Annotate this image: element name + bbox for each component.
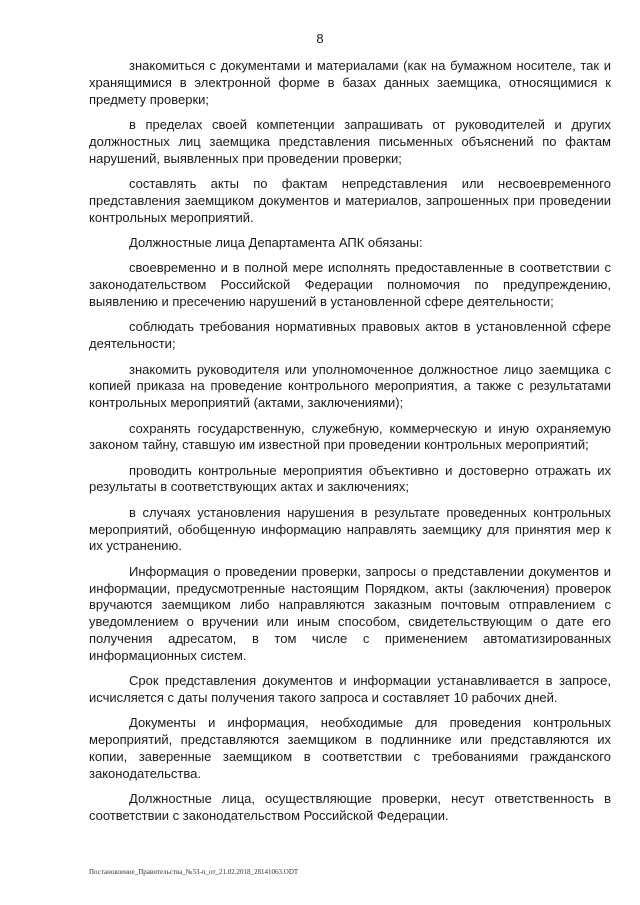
paragraph: знакомить руководителя или уполномоченное должностное лицо заемщика с копией приказа на проведение контрольного мероприятия, а также с результатами контрольных мероприятий (актами, заключениями);	[89, 361, 611, 411]
paragraph: Информация о проведении проверки, запросы о представлении документов и информации, предусмотренные настоящим Порядком, акты (заключения) проверок вручаются заемщиком либо направляются заказным почтовым отправлением с уведомлением о вручении или иным способом, свидетельствующим о дате его получения адресатом, в том числе с применением автоматизированных информационных систем.	[89, 563, 611, 663]
paragraph: проводить контрольные мероприятия объективно и достоверно отражать их результаты в соответствующих актах и заключениях;	[89, 462, 611, 495]
paragraph: Документы и информация, необходимые для проведения контрольных мероприятий, представляются заемщиком в подлиннике или представляются их копии, заверенные заемщиком в соответствии с требованиями гражданского законодательства.	[89, 715, 611, 781]
paragraph: сохранять государственную, служебную, коммерческую и иную охраняемую законом тайну, ставшую им известной при проведении контрольных мероприятий;	[89, 420, 611, 453]
paragraph: своевременно и в полной мере исполнять предоставленные в соответствии с законодательством Российской Федерации полномочия по предупреждению, выявлению и пресечению нарушений в установленной сфере деятельности;	[89, 260, 611, 309]
document-body	[89, 58, 611, 833]
paragraph: составлять акты по фактам непредставления или несвоевременного представления заемщиком документов и материалов, запрошенных при проведении контрольных мероприятий.	[89, 175, 611, 225]
paragraph: в случаях установления нарушения в результате проведенных контрольных мероприятий, обобщенную информацию направлять заемщику для принятия мер к их устранению.	[89, 504, 611, 554]
document-footer: Постановление_Правительства_№53-п_от_21.02.2018_28141063.ODT	[89, 868, 299, 876]
paragraph: в пределах своей компетенции запрашивать от руководителей и других должностных лиц заемщика представления письменных объяснений по фактам нарушений, выявленных при проведении проверки;	[89, 116, 611, 166]
paragraph: соблюдать требования нормативных правовых актов в установленной сфере деятельности;	[89, 319, 611, 352]
paragraph: Срок представления документов и информации устанавливается в запросе, исчисляется с даты получения такого запроса и составляет 10 рабочих дней.	[89, 673, 611, 706]
paragraph: Должностные лица Департамента АПК обязаны:	[129, 234, 423, 250]
page-number: 8	[316, 31, 324, 46]
paragraph: знакомиться с документами и материалами (как на бумажном носителе, так и хранящимися в электронной форме в базах данных заемщика, относящимися к предмету проверки;	[89, 58, 611, 107]
paragraph: Должностные лица, осуществляющие проверки, несут ответственность в соответствии с законодательством Российской Федерации.	[89, 791, 611, 823]
